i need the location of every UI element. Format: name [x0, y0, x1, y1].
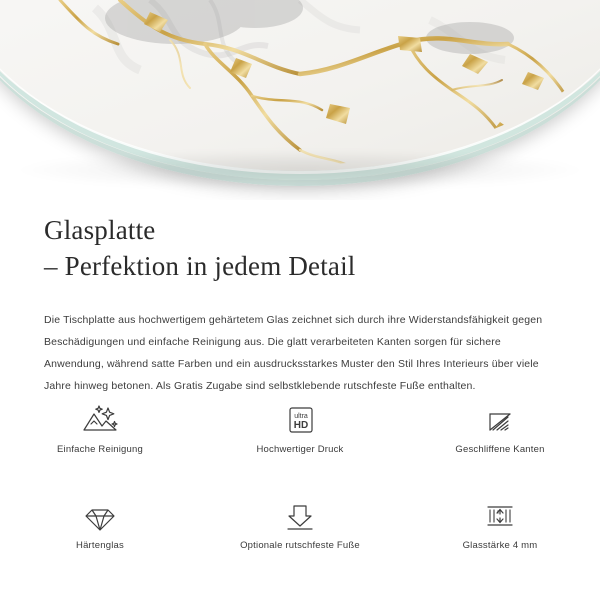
feature-grid — [0, 398, 600, 572]
feature-label: Hochwertiger Druck — [256, 444, 344, 455]
svg-text:ultra: ultra — [294, 413, 308, 420]
headline-line-1: Glasplatte — [44, 215, 156, 245]
easy-cleaning-icon — [78, 398, 122, 442]
feature-item-easy-cleaning — [0, 398, 200, 476]
svg-text:HD: HD — [293, 420, 309, 431]
feature-label: Glasstärke 4 mm — [462, 540, 538, 551]
product-description-block — [0, 200, 600, 407]
feature-item-anti-slip-feet — [200, 494, 400, 572]
feature-label: Einfache Reinigung — [57, 444, 143, 455]
tempered-glass-icon — [78, 494, 122, 538]
feature-item-glass-thickness — [400, 494, 600, 572]
description-text: Die Tischplatte aus hochwertigem gehärtetem Glas zeichnet sich durch ihre Widerstandsfähigkeit gegen Beschädigungen und einfache Reinigung aus. Die glatt verarbeiteten Kanten sorgen für sichere Anwendung, während satte Farben und ein ausdrucksstarkes Muster den Stil Ihres Interieurs über viele Jahre hinweg betonen. Als Gratis Zugabe sind selbstklebende rutschfeste Fuße enthalten. — [44, 313, 543, 392]
polished-edges-icon — [478, 398, 522, 442]
glass-thickness-icon — [478, 494, 522, 538]
feature-label: Härtenglas — [76, 540, 124, 551]
feature-item-hd-print — [200, 398, 400, 476]
feature-label: Optionale rutschfeste Fuße — [240, 540, 360, 551]
headline-line-2: – Perfektion in jedem Detail — [44, 251, 356, 281]
hero-image — [0, 0, 600, 200]
feature-item-polished-edges — [400, 398, 600, 476]
plate-drop-shadow — [20, 150, 580, 190]
page-title — [0, 200, 600, 284]
feature-item-tempered-glass — [0, 494, 200, 572]
feature-label: Geschliffene Kanten — [455, 444, 545, 455]
anti-slip-feet-icon — [278, 494, 322, 538]
ultra-hd-print-icon — [278, 398, 322, 442]
